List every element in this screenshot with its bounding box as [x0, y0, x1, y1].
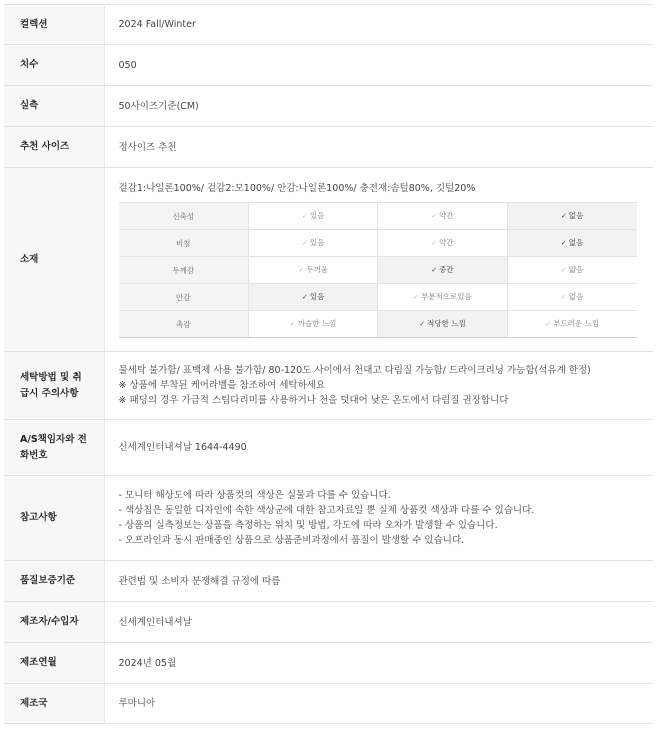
material-attribute-row: [119, 257, 637, 284]
checkmark-icon: ✓: [431, 266, 438, 274]
material-composition: 겉감1:나일론100%/ 겉감2:모100%/ 안감:나일론100%/ 충전재:솜털80%, 깃털20%: [118, 183, 476, 194]
checkmark-icon: ✓: [301, 239, 308, 247]
checkmark-icon: ✓: [298, 266, 305, 274]
label-quality: 품질보증기준: [4, 561, 104, 602]
material-option-text: 부분적으로있음: [421, 292, 472, 301]
label-notes: 참고사항: [4, 476, 104, 561]
notes-line: - 오프라인과 동시 판매중인 상품으로 상품준비과정에서 품질이 발생할 수 있습니다.: [118, 535, 465, 546]
material-option-selected: [507, 203, 636, 230]
value-size: 050: [104, 45, 653, 86]
product-info-table: [4, 4, 653, 724]
material-attribute-row: [119, 230, 637, 257]
checkmark-icon: ✓: [301, 212, 308, 220]
material-option-selected: [378, 311, 507, 338]
row-manufacturer: [4, 602, 653, 643]
row-size: [4, 45, 653, 86]
label-material: 소재: [4, 168, 104, 352]
row-notes: [4, 476, 653, 561]
value-manufacture-date: 2024년 05월: [104, 643, 653, 684]
material-option: [507, 311, 636, 338]
label-size: 치수: [4, 45, 104, 86]
checkmark-icon: ✓: [431, 239, 438, 247]
row-material: [4, 168, 653, 352]
checkmark-icon: ✓: [431, 212, 438, 220]
label-washing-line1: 세탁방법 및 취: [20, 371, 82, 383]
material-option: [507, 284, 636, 311]
material-option-text: 없음: [568, 211, 584, 220]
material-option: [378, 203, 507, 230]
material-option-selected: [507, 230, 636, 257]
value-material: [104, 168, 653, 352]
value-recommended-size: 정사이즈 추천: [104, 127, 653, 168]
material-option-selected: [249, 284, 378, 311]
material-attribute-label: 두께감: [119, 257, 249, 284]
row-washing: [4, 352, 653, 420]
material-option: [507, 257, 636, 284]
value-notes: [104, 476, 653, 561]
material-option-text: 까슬한 느낌: [297, 319, 337, 328]
material-option-text: 적당한 느낌: [427, 319, 466, 328]
label-as-contact: [4, 420, 104, 476]
label-collection: 컬렉션: [4, 5, 104, 45]
material-option-text: 없음: [568, 292, 584, 301]
checkmark-icon: ✓: [560, 239, 567, 247]
label-as-contact-line2: 화번호: [20, 449, 48, 461]
material-option: [378, 284, 507, 311]
material-option: [249, 311, 378, 338]
row-recommended-size: [4, 127, 653, 168]
label-washing: [4, 352, 104, 420]
label-recommended-size: 추천 사이즈: [4, 127, 104, 168]
material-attribute-label: 신축성: [119, 203, 249, 230]
label-manufacture-date: 제조연월: [4, 643, 104, 684]
checkmark-icon: ✓: [560, 212, 567, 220]
value-actual-measure: 50사이즈기준(CM): [104, 86, 653, 127]
label-actual-measure: 실측: [4, 86, 104, 127]
value-quality: 관련법 및 소비자 분쟁해결 규정에 따름: [104, 561, 653, 602]
checkmark-icon: ✓: [413, 293, 420, 301]
row-quality: [4, 561, 653, 602]
material-option: [249, 257, 378, 284]
material-attributes-table: [119, 202, 637, 338]
notes-line: - 색상칩은 동일한 디자인에 속한 색상군에 대한 참고자료일 뿐 실제 상품컷 색상과 다를 수 있습니다.: [118, 505, 535, 516]
material-attribute-row: [119, 203, 637, 230]
material-option-text: 부드러운 느낌: [553, 319, 599, 328]
material-option: [249, 230, 378, 257]
value-collection: 2024 Fall/Winter: [104, 5, 653, 45]
row-manufacture-date: [4, 643, 653, 684]
label-as-contact-line1: A/S책임자와 전: [20, 433, 87, 445]
checkmark-icon: ✓: [560, 293, 567, 301]
label-country: 제조국: [4, 684, 104, 724]
material-attribute-row: [119, 311, 637, 338]
label-manufacturer: 제조자/수입자: [4, 602, 104, 643]
material-option-text: 얇음: [568, 265, 584, 274]
material-option-text: 약간: [439, 238, 454, 247]
checkmark-icon: ✓: [560, 266, 567, 274]
notes-line: - 상품의 실측정보는 상품을 측정하는 위치 및 방법, 각도에 따라 오차가 발생할 수 있습니다.: [118, 520, 498, 531]
row-actual-measure: [4, 86, 653, 127]
row-as-contact: [4, 420, 653, 476]
material-attribute-label: 안감: [119, 284, 249, 311]
material-option-text: 약간: [439, 211, 454, 220]
material-option-text: 있음: [309, 238, 325, 247]
value-manufacturer: 신세계인터내셔날: [104, 602, 653, 643]
material-option-text: 두꺼움: [306, 265, 328, 274]
material-option-text: 있음: [309, 211, 325, 220]
washing-line: ※ 패딩의 경우 가급적 스팀다리미를 사용하거나 천을 덧대어 낮은 온도에서 다림질 권장합니다: [118, 395, 509, 406]
material-option-text: 있음: [309, 292, 325, 301]
value-washing: [104, 352, 653, 420]
washing-line: ※ 상품에 부착된 케어라벨을 참조하여 세탁하세요: [118, 380, 326, 391]
material-option-selected: [378, 257, 507, 284]
material-option-text: 중간: [439, 265, 454, 274]
checkmark-icon: ✓: [545, 320, 552, 328]
material-option: [249, 203, 378, 230]
washing-line: 물세탁 불가함/ 표백제 사용 불가함/ 80-120도 사이에서 천대고 다림질 가능함/ 드라이크리닝 가능함(석유계 한정): [118, 365, 591, 376]
checkmark-icon: ✓: [419, 320, 426, 328]
row-country: [4, 684, 653, 724]
material-option: [378, 230, 507, 257]
checkmark-icon: ✓: [301, 293, 308, 301]
material-attribute-label: 비침: [119, 230, 249, 257]
checkmark-icon: ✓: [289, 320, 296, 328]
material-option-text: 없음: [568, 238, 584, 247]
value-country: 루마니아: [104, 684, 653, 724]
notes-line: - 모니터 해상도에 따라 상품컷의 색상은 실물과 다를 수 있습니다.: [118, 490, 391, 501]
value-as-contact: 신세계인터내셔날 1644-4490: [104, 420, 653, 476]
label-washing-line2: 급시 주의사항: [20, 387, 79, 399]
product-info-container: [4, 4, 653, 724]
material-attribute-row: [119, 284, 637, 311]
row-collection: [4, 5, 653, 45]
material-attribute-label: 촉감: [119, 311, 249, 338]
